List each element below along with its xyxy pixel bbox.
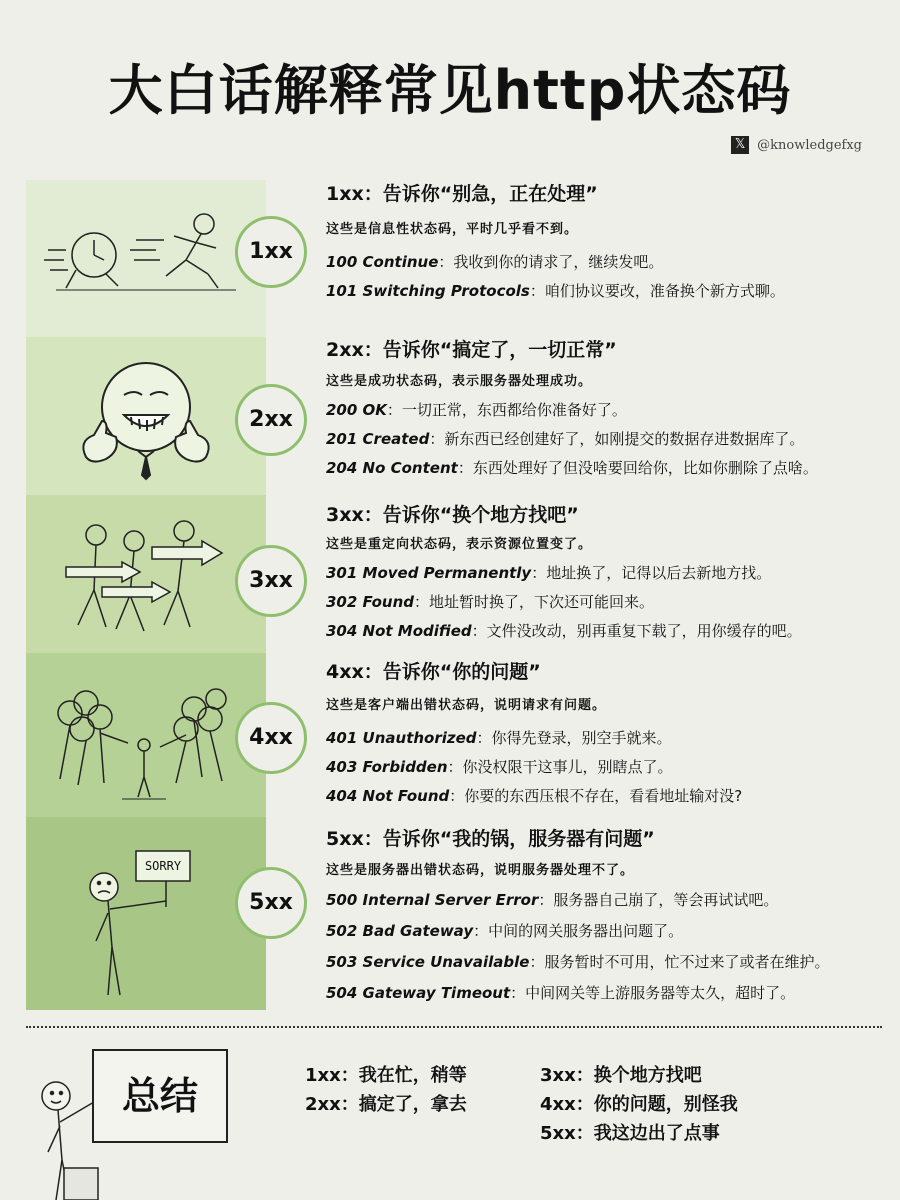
status-code: 502 Bad Gateway — [326, 922, 474, 940]
panel-1xx — [26, 180, 266, 337]
status-explanation: ：文件没改动，别再重复下载了，用你缓存的吧。 — [471, 622, 802, 640]
status-explanation: ：中间网关等上游服务器等太久，超时了。 — [510, 984, 796, 1002]
section-4xx — [326, 658, 886, 811]
summary-item: 4xx：你的问题，别怪我 — [540, 1094, 738, 1115]
status-explanation: ：一切正常，东西都给你准备好了。 — [386, 401, 627, 419]
status-explanation: ：服务器自己崩了，等会再试试吧。 — [538, 891, 779, 909]
summary-item: 5xx：我这边出了点事 — [540, 1123, 720, 1144]
status-code-line — [326, 724, 886, 753]
status-code-line — [326, 947, 886, 978]
status-code-line — [326, 753, 886, 782]
status-code-line — [326, 559, 886, 588]
summary-item: 1xx：我在忙，稍等 — [305, 1065, 467, 1086]
status-explanation: ：地址换了，记得以后去新地方找。 — [531, 564, 772, 582]
sorry-sign-illustration — [26, 817, 266, 1010]
grinning-thumbs-up-illustration — [26, 337, 266, 495]
section-title: 3xx：告诉你“换个地方找吧” — [326, 504, 579, 526]
section-description: 这些是服务器出错状态码，说明服务器处理不了。 — [326, 863, 635, 878]
section-description: 这些是重定向状态码，表示资源位置变了。 — [326, 537, 593, 552]
status-code-line — [326, 782, 886, 811]
summary-item: 3xx：换个地方找吧 — [540, 1065, 702, 1086]
status-code-line — [326, 396, 886, 425]
status-code: 304 Not Modified — [326, 622, 472, 640]
status-explanation: ：你要的东西压根不存在，看看地址输对没? — [449, 787, 743, 805]
status-code-line — [326, 916, 886, 947]
section-description: 这些是信息性状态码，平时几乎看不到。 — [326, 222, 579, 237]
status-code: 504 Gateway Timeout — [326, 984, 511, 1002]
section-description: 这些是成功状态码，表示服务器处理成功。 — [326, 374, 593, 389]
status-code-line — [326, 978, 886, 1009]
section-3xx — [326, 501, 886, 646]
status-code: 301 Moved Permanently — [326, 564, 532, 582]
status-code: 201 Created — [326, 430, 430, 448]
status-code: 401 Unauthorized — [326, 729, 477, 747]
status-explanation: ：地址暂时换了，下次还可能回来。 — [414, 593, 655, 611]
author-handle — [731, 136, 862, 154]
status-code: 403 Forbidden — [326, 758, 448, 776]
badge-1xx: 1xx — [235, 216, 307, 288]
section-title: 5xx：告诉你“我的锅，服务器有问题” — [326, 828, 655, 850]
panel-2xx — [26, 337, 266, 495]
section-description: 这些是客户端出错状态码，说明请求有问题。 — [326, 698, 607, 713]
status-code: 404 Not Found — [326, 787, 450, 805]
status-explanation: ：你得先登录，别空手就来。 — [476, 729, 672, 747]
badge-4xx: 4xx — [235, 702, 307, 774]
status-code-line — [326, 425, 886, 454]
status-code: 200 OK — [326, 401, 387, 419]
sorry-sign-text: SORRY — [144, 859, 182, 873]
status-code: 302 Found — [326, 593, 415, 611]
status-explanation: ：中间的网关服务器出问题了。 — [473, 922, 684, 940]
redirect-arrows-illustration — [26, 495, 266, 653]
panel-3xx — [26, 495, 266, 653]
status-explanation: ：你没权限干这事儿，别瞎点了。 — [447, 758, 673, 776]
badge-5xx: 5xx — [235, 867, 307, 939]
status-code: 503 Service Unavailable — [326, 953, 530, 971]
status-explanation: ：新东西已经创建好了，如刚提交的数据存进数据库了。 — [429, 430, 805, 448]
page-title: 大白话解释常见http状态码 — [108, 59, 792, 122]
status-explanation: ：东西处理好了但没啥要回给你，比如你删除了点啥。 — [457, 459, 818, 477]
blaming-crowd-illustration — [26, 653, 266, 817]
status-explanation: ：服务暂时不可用，忙不过来了或者在维护。 — [529, 953, 830, 971]
status-code: 500 Internal Server Error — [326, 891, 539, 909]
badge-2xx: 2xx — [235, 384, 307, 456]
handle-text: @knowledgefxg — [757, 137, 862, 153]
section-title: 1xx：告诉你“别急，正在处理” — [326, 183, 598, 205]
badge-3xx: 3xx — [235, 545, 307, 617]
panel-4xx — [26, 653, 266, 817]
panel-5xx — [26, 817, 266, 1010]
section-title: 4xx：告诉你“你的问题” — [326, 661, 541, 683]
section-2xx — [326, 336, 886, 483]
status-code-line — [326, 248, 886, 277]
section-title: 2xx：告诉你“搞定了，一切正常” — [326, 339, 617, 361]
status-code: 204 No Content — [326, 459, 458, 477]
status-code-line — [326, 588, 886, 617]
status-code-line — [326, 617, 886, 646]
summary-label: 总结 — [92, 1049, 228, 1143]
status-code-line — [326, 277, 886, 306]
status-code-line — [326, 885, 886, 916]
summary-item: 2xx：搞定了，拿去 — [305, 1094, 467, 1115]
status-code-line — [326, 454, 886, 483]
status-code: 100 Continue — [326, 253, 439, 271]
status-explanation: ：咱们协议要改，准备换个新方式聊。 — [529, 282, 785, 300]
x-logo-icon: 𝕏 — [731, 136, 749, 154]
status-code: 101 Switching Protocols — [326, 282, 530, 300]
running-clock-illustration — [26, 180, 266, 337]
section-5xx — [326, 825, 886, 1009]
dotted-divider — [26, 1026, 882, 1028]
status-explanation: ：我收到你的请求了，继续发吧。 — [438, 253, 664, 271]
section-1xx — [326, 180, 886, 306]
